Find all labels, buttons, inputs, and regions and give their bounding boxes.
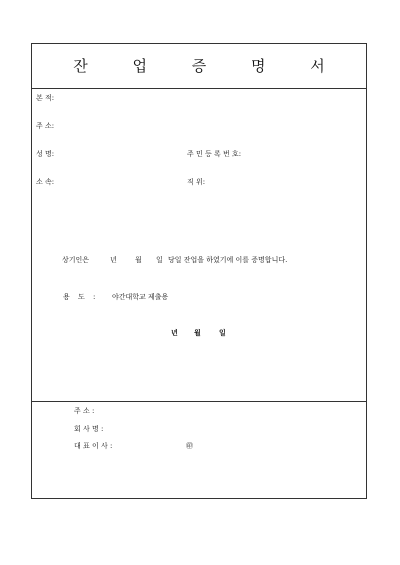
seal-icon: ㊞ <box>186 442 193 450</box>
statement-month: 월 <box>135 256 142 264</box>
date-year: 년 <box>171 329 178 337</box>
issuer-divider <box>32 401 366 402</box>
address-label: 주 소: <box>36 122 55 130</box>
name-label: 성 명: <box>36 150 55 158</box>
issuer-company-label: 회 사 명 : <box>74 425 104 433</box>
issuer-address-label: 주 소 : <box>74 407 95 415</box>
date-month: 월 <box>194 329 201 337</box>
statement-suffix: 당일 잔업을 하였기에 이를 증명합니다. <box>168 256 288 264</box>
statement-prefix: 상기인은 <box>62 256 90 264</box>
resident-number-label: 주 민 등 록 번 호: <box>187 150 242 158</box>
position-label: 직 위: <box>187 178 206 186</box>
document-title: 잔 업 증 명 서 <box>73 57 345 75</box>
issuer-ceo-label: 대 표 이 사 : <box>74 442 113 450</box>
statement-year: 년 <box>110 256 117 264</box>
purpose-label: 용 도 : <box>63 293 99 301</box>
affiliation-label: 소 속: <box>36 178 55 186</box>
domicile-label: 본 적: <box>36 94 55 102</box>
purpose-value: 야간대학교 제출용 <box>112 293 169 301</box>
statement-day: 일 <box>156 256 163 264</box>
date-day: 일 <box>219 329 226 337</box>
title-row <box>32 44 366 89</box>
certificate-form <box>31 43 367 499</box>
